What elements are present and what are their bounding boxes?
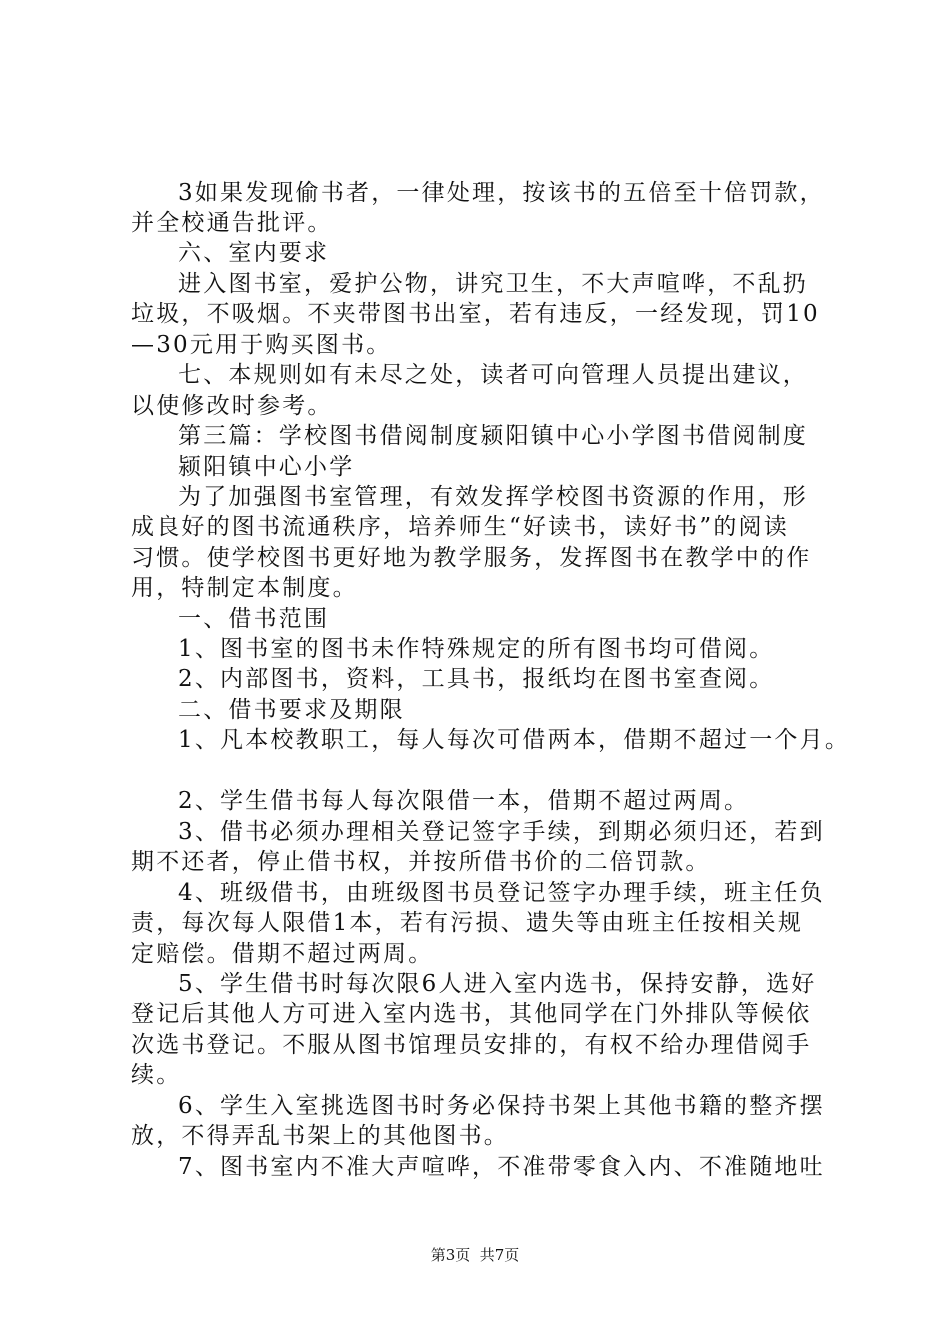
section-heading: 七、本规则如有未尽之处，读者可向管理人员提出建议， bbox=[178, 362, 808, 388]
text-line: 习惯。使学校图书更好地为教学服务，发挥图书在教学中的作 bbox=[131, 545, 812, 571]
text-line: 2、内部图书，资料，工具书，报纸均在图书室查阅。 bbox=[178, 666, 775, 692]
section-heading: 六、室内要求 bbox=[178, 240, 330, 266]
text-line: 用，特制定本制度。 bbox=[131, 575, 358, 601]
text-line: 成良好的图书流通秩序，培养师生“好读书，读好书”的阅读 bbox=[131, 514, 789, 540]
text-line: 1、图书室的图书未作特殊规定的所有图书均可借阅。 bbox=[178, 636, 775, 662]
text-line: 7、图书室内不准大声喧哗，不准带零食入内、不准随地吐 bbox=[178, 1154, 825, 1180]
text-line: 续。 bbox=[131, 1062, 182, 1088]
text-line: 1、凡本校教职工，每人每次可借两本，借期不超过一个月。 bbox=[178, 727, 851, 753]
text-line: 为了加强图书室管理，有效发挥学校图书资源的作用，形 bbox=[178, 484, 808, 510]
text-line: —30元用于购买图书。 bbox=[131, 332, 392, 358]
text-line: 次选书登记。不服从图书馆理员安排的，有权不给办理借阅手 bbox=[131, 1032, 812, 1058]
text-line: 期不还者，停止借书权，并按所借书价的二倍罚款。 bbox=[131, 849, 711, 875]
text-line: 登记后其他人方可进入室内选书，其他同学在门外排队等候依 bbox=[131, 1001, 812, 1027]
text-line: 进入图书室，爱护公物，讲究卫生，不大声喧哗，不乱扔 bbox=[178, 271, 808, 297]
section-heading: 二、借书要求及期限 bbox=[178, 697, 405, 723]
section-heading: 一、借书范围 bbox=[178, 606, 330, 632]
text-line: 3如果发现偷书者，一律处理，按该书的五倍至十倍罚款， bbox=[178, 180, 825, 206]
text-line: 3、借书必须办理相关登记签字手续，到期必须归还，若到 bbox=[178, 819, 825, 845]
text-line: 放，不得弄乱书架上的其他图书。 bbox=[131, 1123, 509, 1149]
text-line: 并全校通告批评。 bbox=[131, 210, 333, 236]
text-line: 4、班级借书，由班级图书员登记签字办理手续，班主任负 bbox=[178, 880, 825, 906]
chapter-title: 第三篇：学校图书借阅制度颍阳镇中心小学图书借阅制度 bbox=[178, 423, 808, 449]
text-line: 2、学生借书每人每次限借一本，借期不超过两周。 bbox=[178, 788, 750, 814]
text-line: 6、学生入室挑选图书时务必保持书架上其他书籍的整齐摆 bbox=[178, 1093, 825, 1119]
text-line: 责，每次每人限借1本，若有污损、遗失等由班主任按相关规 bbox=[131, 910, 804, 936]
text-line: 5、学生借书时每次限6人进入室内选书，保持安静，选好 bbox=[178, 971, 817, 997]
text-line: 以使修改时参考。 bbox=[131, 393, 333, 419]
school-name: 颍阳镇中心小学 bbox=[178, 454, 355, 480]
text-line: 垃圾，不吸烟。不夹带图书出室，若有违反，一经发现，罚10 bbox=[131, 301, 820, 327]
text-line: 定赔偿。借期不超过两周。 bbox=[131, 941, 434, 967]
page-footer: 第3页 共7页 bbox=[430, 1246, 520, 1264]
